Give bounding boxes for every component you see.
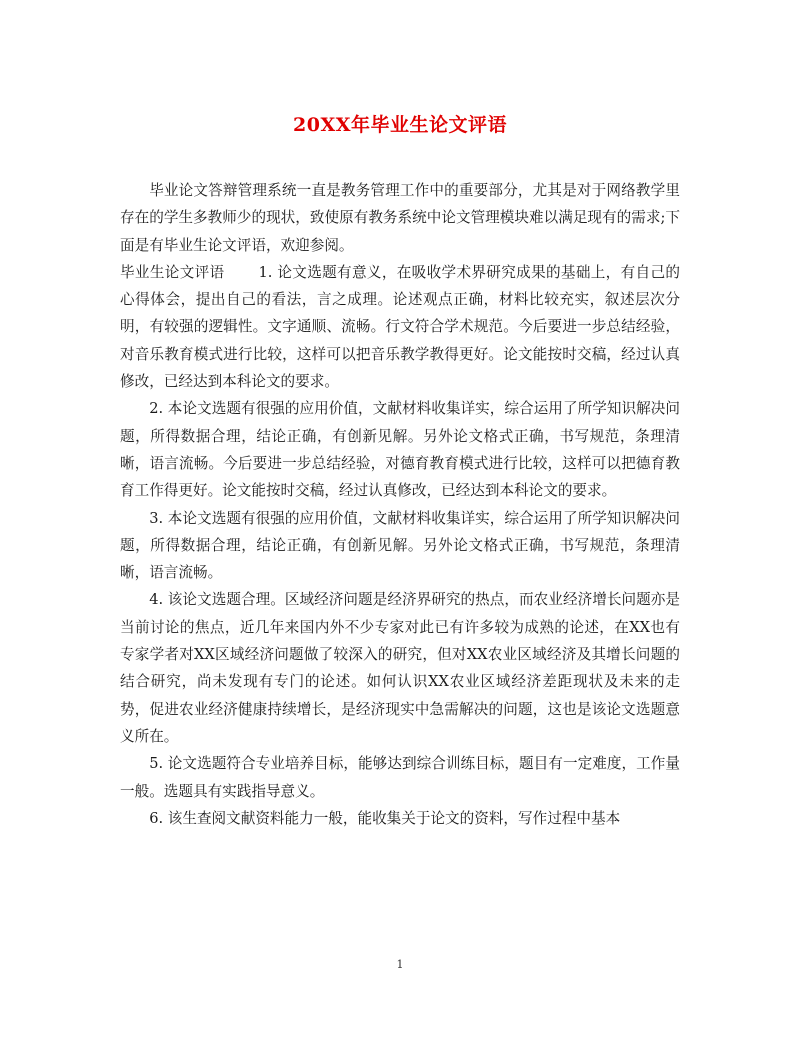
page-title: 20XX年毕业生论文评语 (293, 114, 507, 136)
section-label: 毕业生论文评语 (120, 263, 225, 281)
comment-item-1-text: 1. 论文选题有意义，在吸收学术界研究成果的基础上，有自己的心得体会，提出自己的看法，言之成理。论述观点正确，材料比较充实，叙述层次分明，有较强的逻辑性。文字通顺、流畅。行文符合学术规范。今后要进一步总结经验，对音乐教育模式进行比较，这样可以把音乐教学教得更好。论文能按时交稿，经过认真修改，已经达到本科论文的要求。 (120, 263, 680, 391)
comment-item-1 (120, 259, 680, 395)
comment-item-5: 5. 论文选题符合专业培养目标，能够达到综合训练目标，题目有一定难度，工作量一般。选题具有实践指导意义。 (120, 755, 680, 800)
page-number: 1 (396, 958, 404, 971)
comment-item-6: 6. 该生查阅文献资料能力一般，能收集关于论文的资料，写作过程中基本 (149, 809, 621, 827)
document-body (120, 177, 680, 832)
comment-item-3: 3. 本论文选题有很强的应用价值，文献材料收集详实，综合运用了所学知识解决问题，所得数据合理，结论正确，有创新见解。另外论文格式正确，书写规范，条理清晰，语言流畅。 (120, 509, 680, 582)
comment-item-4: 4. 该论文选题合理。区域经济问题是经济界研究的热点，而农业经济增长问题亦是当前讨论的焦点，近几年来国内外不少专家对此已有许多较为成熟的论述，在XX也有专家学者对XX区域经济问题做了较深入的研究，但对XX农业区域经济及其增长问题的结合研究，尚未发现有专门的论述。如何认识XX农业区域经济差距现状及未来的走势，促进农业经济健康持续增长，是经济现实中急需解决的问题，这也是该论文选题意义所在。 (120, 591, 680, 745)
comment-item-2: 2. 本论文选题有很强的应用价值，文献材料收集详实，综合运用了所学知识解决问题，所得数据合理，结论正确，有创新见解。另外论文格式正确，书写规范，条理清晰，语言流畅。今后要进一步总结经验，对德育教育模式进行比较，这样可以把德育教育工作得更好。论文能按时交稿，经过认真修改，已经达到本科论文的要求。 (120, 400, 680, 500)
intro-paragraph: 毕业论文答辩管理系统一直是教务管理工作中的重要部分，尤其是对于网络教学里存在的学生多教师少的现状，致使原有教务系统中论文管理模块难以满足现有的需求;下面是有毕业生论文评语，欢迎参阅。 (120, 182, 680, 254)
